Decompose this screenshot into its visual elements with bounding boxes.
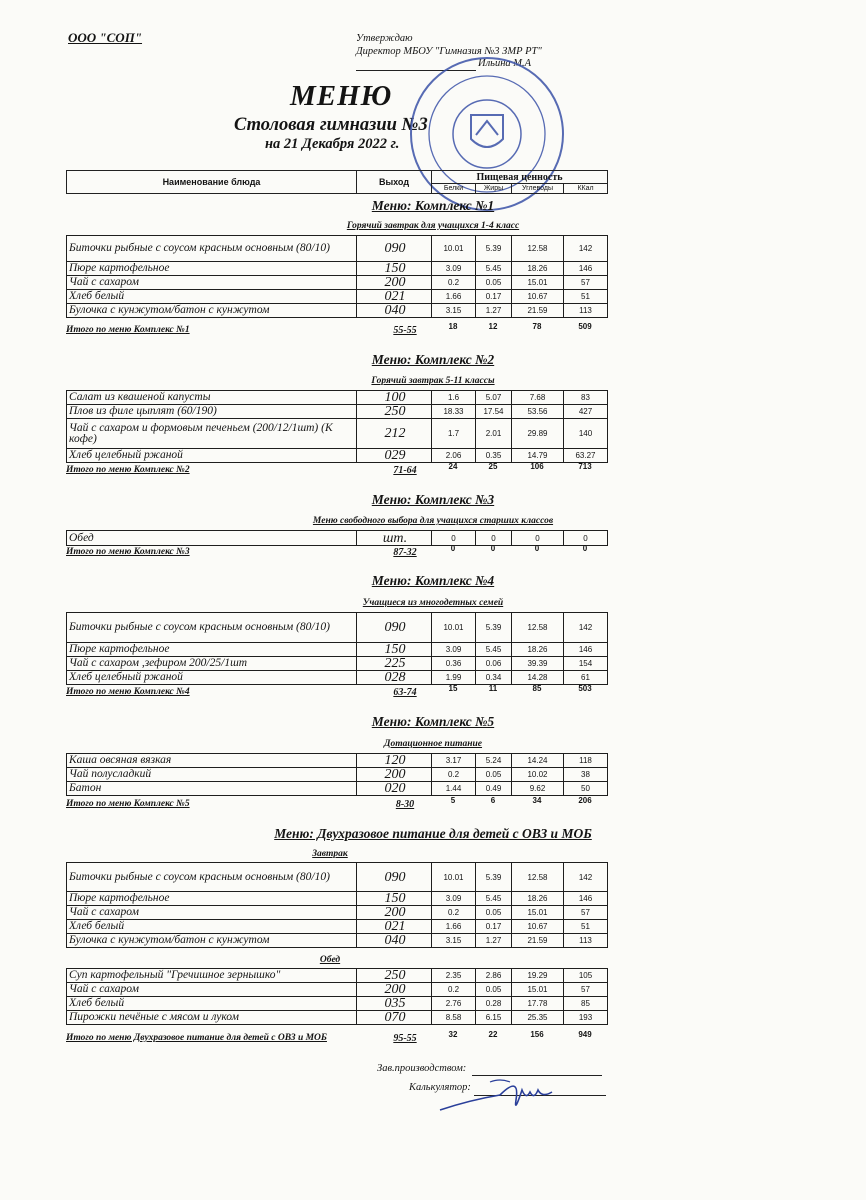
proteins-value: 1.7 xyxy=(432,419,476,449)
total-u-value: 34 xyxy=(532,796,542,805)
dish-name: Салат из квашеной капусты xyxy=(67,391,357,405)
dish-output: 200 xyxy=(357,983,432,997)
kcal-value: 57 xyxy=(564,906,608,920)
kcal-value: 146 xyxy=(564,643,608,657)
column-nutrition: Пищевая ценность xyxy=(432,171,608,184)
page-subtitle: Столовая гимназии №3 xyxy=(234,115,428,135)
total-k-value: 509 xyxy=(578,322,592,331)
kcal-value: 113 xyxy=(564,934,608,948)
dish-name: Чай полусладкий xyxy=(67,768,357,782)
carbs-value: 25.35 xyxy=(512,1011,564,1025)
kcal-value: 427 xyxy=(564,405,608,419)
kcal-value: 51 xyxy=(564,290,608,304)
section-total xyxy=(66,322,607,338)
calculator-label: Калькулятор: xyxy=(409,1082,471,1093)
fats-value: 0.49 xyxy=(476,782,512,796)
total-label: Итого по меню Комплекс №3 xyxy=(66,547,190,557)
approval-line-1: Утверждаю xyxy=(356,33,413,44)
menu-table xyxy=(66,753,608,796)
total-output: 8-30 xyxy=(395,799,415,810)
carbs-value: 10.67 xyxy=(512,920,564,934)
section-subtitle: Учащиеся из многодетных семей xyxy=(362,598,504,608)
fats-value: 0.17 xyxy=(476,290,512,304)
dish-name: Булочка с кунжутом/батон с кунжутом xyxy=(67,934,357,948)
dish-output: 200 xyxy=(357,906,432,920)
dvz-section-title: Меню: Двухразовое питание для детей с ОВЗ и МОБ xyxy=(274,826,592,841)
total-b-value: 5 xyxy=(450,796,456,805)
carbs-value: 17.78 xyxy=(512,997,564,1011)
total-label: Итого по меню Комплекс №2 xyxy=(66,465,190,475)
carbs-value: 12.58 xyxy=(512,863,564,892)
carbs-value: 15.01 xyxy=(512,983,564,997)
dish-output: 150 xyxy=(357,892,432,906)
proteins-value: 3.09 xyxy=(432,262,476,276)
column-dish-name: Наименование блюда xyxy=(67,171,357,194)
total-u-value: 0 xyxy=(534,544,540,553)
fats-value: 0.06 xyxy=(476,657,512,671)
proteins-value: 0.36 xyxy=(432,657,476,671)
total-label: Итого по меню Комплекс №5 xyxy=(66,799,190,809)
table-row xyxy=(67,276,608,290)
dish-output: 020 xyxy=(357,782,432,796)
kcal-value: 142 xyxy=(564,863,608,892)
proteins-value: 0.2 xyxy=(432,768,476,782)
dish-name: Хлеб белый xyxy=(67,920,357,934)
total-label: Итого по меню Двухразовое питание для детей с ОВЗ и МОБ xyxy=(66,1033,327,1043)
dish-name: Суп картофельный "Гречишное зернышко" xyxy=(67,969,357,983)
dish-output: 120 xyxy=(357,754,432,768)
table-row xyxy=(67,969,608,983)
kcal-value: 105 xyxy=(564,969,608,983)
total-k-value: 503 xyxy=(578,684,592,693)
total-output: 55-55 xyxy=(393,325,417,336)
dish-name: Чай с сахаром xyxy=(67,983,357,997)
total-output: 95-55 xyxy=(393,1033,417,1044)
dish-output: 150 xyxy=(357,262,432,276)
dish-name: Пюре картофельное xyxy=(67,643,357,657)
column-fats: Жиры xyxy=(476,184,512,194)
total-label: Итого по меню Комплекс №4 xyxy=(66,687,190,697)
carbs-value: 18.26 xyxy=(512,262,564,276)
proteins-value: 8.58 xyxy=(432,1011,476,1025)
menu-header-table xyxy=(66,170,608,194)
table-row xyxy=(67,1011,608,1025)
table-row xyxy=(67,643,608,657)
calculator-signature xyxy=(430,1070,570,1120)
dish-name: Хлеб белый xyxy=(67,290,357,304)
fats-value: 2.86 xyxy=(476,969,512,983)
table-row xyxy=(67,671,608,685)
carbs-value: 19.29 xyxy=(512,969,564,983)
dish-name: Батон xyxy=(67,782,357,796)
production-manager-label: Зав.производством: xyxy=(377,1063,467,1074)
fats-value: 5.39 xyxy=(476,236,512,262)
table-row xyxy=(67,405,608,419)
proteins-value: 3.15 xyxy=(432,934,476,948)
fats-value: 5.45 xyxy=(476,262,512,276)
total-zh-value: 11 xyxy=(488,684,498,693)
fats-value: 1.27 xyxy=(476,304,512,318)
fats-value: 5.24 xyxy=(476,754,512,768)
total-zh-value: 22 xyxy=(488,1030,498,1039)
carbs-value: 15.01 xyxy=(512,276,564,290)
proteins-value: 2.76 xyxy=(432,997,476,1011)
carbs-value: 14.24 xyxy=(512,754,564,768)
fats-value: 0.28 xyxy=(476,997,512,1011)
section-title: Меню: Комплекс №3 xyxy=(371,492,495,507)
dish-name: Биточки рыбные с соусом красным основным (80/10) xyxy=(67,613,357,643)
breakfast-subtitle: Завтрак xyxy=(312,849,348,859)
fats-value: 0.05 xyxy=(476,768,512,782)
kcal-value: 142 xyxy=(564,236,608,262)
column-output: Выход xyxy=(357,171,432,194)
dish-output: 021 xyxy=(357,290,432,304)
total-u-value: 78 xyxy=(532,322,542,331)
dish-output: 090 xyxy=(357,236,432,262)
total-k-value: 0 xyxy=(582,544,588,553)
fats-value: 2.01 xyxy=(476,419,512,449)
total-zh-value: 12 xyxy=(488,322,498,331)
proteins-value: 1.66 xyxy=(432,290,476,304)
proteins-value: 10.01 xyxy=(432,613,476,643)
carbs-value: 21.59 xyxy=(512,304,564,318)
proteins-value: 0.2 xyxy=(432,983,476,997)
table-row xyxy=(67,782,608,796)
proteins-value: 1.6 xyxy=(432,391,476,405)
dish-output: 035 xyxy=(357,997,432,1011)
fats-value: 17.54 xyxy=(476,405,512,419)
kcal-value: 154 xyxy=(564,657,608,671)
kcal-value: 146 xyxy=(564,892,608,906)
carbs-value: 0 xyxy=(512,531,564,546)
dish-output: 150 xyxy=(357,643,432,657)
proteins-value: 0.2 xyxy=(432,276,476,290)
dish-name: Биточки рыбные с соусом красным основным (80/10) xyxy=(67,236,357,262)
total-output: 87-32 xyxy=(393,547,417,558)
carbs-value: 14.28 xyxy=(512,671,564,685)
proteins-value: 10.01 xyxy=(432,863,476,892)
proteins-value: 3.15 xyxy=(432,304,476,318)
dish-name: Пюре картофельное xyxy=(67,892,357,906)
section-total xyxy=(66,544,607,560)
dish-output: 200 xyxy=(357,276,432,290)
menu-date: на 21 Декабря 2022 г. xyxy=(265,136,400,152)
dish-output: 090 xyxy=(357,613,432,643)
kcal-value: 113 xyxy=(564,304,608,318)
column-kcal: ККал xyxy=(564,184,608,194)
fats-value: 0.05 xyxy=(476,276,512,290)
total-b-value: 15 xyxy=(448,684,458,693)
dish-output: 090 xyxy=(357,863,432,892)
carbs-value: 14.79 xyxy=(512,449,564,463)
fats-value: 5.45 xyxy=(476,643,512,657)
table-row xyxy=(67,613,608,643)
total-output: 63-74 xyxy=(393,687,417,698)
total-zh-value: 25 xyxy=(488,462,498,471)
proteins-value: 18.33 xyxy=(432,405,476,419)
table-row xyxy=(67,983,608,997)
proteins-value: 3.09 xyxy=(432,892,476,906)
fats-value: 0.17 xyxy=(476,920,512,934)
kcal-value: 63.27 xyxy=(564,449,608,463)
dish-name: Обед xyxy=(67,531,357,546)
dish-output: 250 xyxy=(357,405,432,419)
section-title: Меню: Комплекс №1 xyxy=(371,198,495,213)
kcal-value: 51 xyxy=(564,920,608,934)
dvz-total xyxy=(66,1030,607,1046)
fats-value: 5.07 xyxy=(476,391,512,405)
kcal-value: 140 xyxy=(564,419,608,449)
table-row xyxy=(67,391,608,405)
table-row xyxy=(67,262,608,276)
dish-name: Каша овсяная вязкая xyxy=(67,754,357,768)
dish-output: шт. xyxy=(357,531,432,546)
carbs-value: 18.26 xyxy=(512,643,564,657)
organization-name: ООО "СОП" xyxy=(68,30,143,45)
menu-table xyxy=(66,612,608,685)
total-k-value: 713 xyxy=(578,462,592,471)
dish-name: Булочка с кунжутом/батон с кунжутом xyxy=(67,304,357,318)
section-subtitle: Дотационное питание xyxy=(383,739,483,749)
carbs-value: 18.26 xyxy=(512,892,564,906)
fats-value: 0.34 xyxy=(476,671,512,685)
total-u-value: 85 xyxy=(532,684,542,693)
dish-output: 225 xyxy=(357,657,432,671)
total-zh-value: 6 xyxy=(490,796,496,805)
section-title: Меню: Комплекс №4 xyxy=(371,573,495,588)
proteins-value: 0.2 xyxy=(432,906,476,920)
fats-value: 0.35 xyxy=(476,449,512,463)
carbs-value: 12.58 xyxy=(512,613,564,643)
approval-line-2: Директор МБОУ "Гимназия №3 ЗМР РТ" xyxy=(356,45,542,57)
fats-value: 5.45 xyxy=(476,892,512,906)
dish-name: Чай с сахаром xyxy=(67,906,357,920)
total-label: Итого по меню Комплекс №1 xyxy=(66,325,190,335)
dish-output: 021 xyxy=(357,920,432,934)
dish-output: 200 xyxy=(357,768,432,782)
table-row xyxy=(67,863,608,892)
table-row xyxy=(67,997,608,1011)
total-b-value: 18 xyxy=(448,322,458,331)
dish-output: 028 xyxy=(357,671,432,685)
total-k-value: 206 xyxy=(578,796,592,805)
dish-output: 250 xyxy=(357,969,432,983)
kcal-value: 85 xyxy=(564,997,608,1011)
total-b-value: 32 xyxy=(448,1030,458,1039)
kcal-value: 38 xyxy=(564,768,608,782)
signer-name: Ильина М.А xyxy=(478,58,532,69)
kcal-value: 50 xyxy=(564,782,608,796)
table-row xyxy=(67,419,608,449)
carbs-value: 10.02 xyxy=(512,768,564,782)
total-b-value: 24 xyxy=(448,462,458,471)
table-row xyxy=(67,236,608,262)
proteins-value: 1.99 xyxy=(432,671,476,685)
table-row xyxy=(67,449,608,463)
proteins-value: 1.44 xyxy=(432,782,476,796)
dish-name: Пюре картофельное xyxy=(67,262,357,276)
table-row xyxy=(67,934,608,948)
kcal-value: 0 xyxy=(564,531,608,546)
section-title: Меню: Комплекс №2 xyxy=(371,352,495,367)
dish-name: Чай с сахаром xyxy=(67,276,357,290)
fats-value: 1.27 xyxy=(476,934,512,948)
table-row xyxy=(67,906,608,920)
dish-name: Хлеб белый xyxy=(67,997,357,1011)
column-proteins: Белки xyxy=(432,184,476,194)
proteins-value: 1.66 xyxy=(432,920,476,934)
kcal-value: 142 xyxy=(564,613,608,643)
dish-name: Хлеб целебный ржаной xyxy=(67,449,357,463)
dish-name: Чай с сахаром ,зефиром 200/25/1шт xyxy=(67,657,357,671)
proteins-value: 10.01 xyxy=(432,236,476,262)
dish-name: Хлеб целебный ржаной xyxy=(67,671,357,685)
section-total xyxy=(66,462,607,478)
fats-value: 5.39 xyxy=(476,863,512,892)
section-total xyxy=(66,796,607,812)
dish-name: Чай с сахаром и формовым печеньем (200/12/1шт) (К кофе) xyxy=(67,419,357,449)
carbs-value: 53.56 xyxy=(512,405,564,419)
kcal-value: 57 xyxy=(564,983,608,997)
kcal-value: 146 xyxy=(564,262,608,276)
table-row xyxy=(67,290,608,304)
dish-name: Биточки рыбные с соусом красным основным (80/10) xyxy=(67,863,357,892)
carbs-value: 9.62 xyxy=(512,782,564,796)
dish-output: 100 xyxy=(357,391,432,405)
page-title: МЕНЮ xyxy=(290,80,393,112)
table-row xyxy=(67,754,608,768)
dish-output: 040 xyxy=(357,304,432,318)
total-b-value: 0 xyxy=(450,544,456,553)
section-subtitle: Меню свободного выбора для учащихся старших классов xyxy=(312,516,554,526)
section-subtitle: Горячий завтрак 5-11 классы xyxy=(371,376,495,386)
carbs-value: 10.67 xyxy=(512,290,564,304)
proteins-value: 0 xyxy=(432,531,476,546)
proteins-value: 3.17 xyxy=(432,754,476,768)
table-row xyxy=(67,657,608,671)
fats-value: 0.05 xyxy=(476,906,512,920)
proteins-value: 2.06 xyxy=(432,449,476,463)
table-row xyxy=(67,768,608,782)
carbs-value: 12.58 xyxy=(512,236,564,262)
dish-output: 212 xyxy=(357,419,432,449)
kcal-value: 83 xyxy=(564,391,608,405)
carbs-value: 7.68 xyxy=(512,391,564,405)
breakfast-table xyxy=(66,862,608,948)
column-carbs: Углеводы xyxy=(512,184,564,194)
kcal-value: 193 xyxy=(564,1011,608,1025)
table-row xyxy=(67,304,608,318)
menu-table xyxy=(66,235,608,318)
proteins-value: 2.35 xyxy=(432,969,476,983)
proteins-value: 3.09 xyxy=(432,643,476,657)
kcal-value: 61 xyxy=(564,671,608,685)
dish-output: 029 xyxy=(357,449,432,463)
fats-value: 6.15 xyxy=(476,1011,512,1025)
section-title: Меню: Комплекс №5 xyxy=(371,714,495,729)
carbs-value: 39.39 xyxy=(512,657,564,671)
carbs-value: 21.59 xyxy=(512,934,564,948)
total-u-value: 156 xyxy=(530,1030,544,1039)
fats-value: 0 xyxy=(476,531,512,546)
lunch-subtitle: Обед xyxy=(319,955,341,965)
fats-value: 0.05 xyxy=(476,983,512,997)
total-u-value: 106 xyxy=(530,462,544,471)
table-row xyxy=(67,920,608,934)
dish-name: Плов из филе цыплят (60/190) xyxy=(67,405,357,419)
lunch-table xyxy=(66,968,608,1025)
kcal-value: 118 xyxy=(564,754,608,768)
dish-name: Пирожки печёные с мясом и луком xyxy=(67,1011,357,1025)
kcal-value: 57 xyxy=(564,276,608,290)
total-k-value: 949 xyxy=(578,1030,592,1039)
dish-output: 040 xyxy=(357,934,432,948)
total-output: 71-64 xyxy=(393,465,417,476)
section-total xyxy=(66,684,607,700)
section-subtitle: Горячий завтрак для учащихся 1-4 класс xyxy=(346,221,520,231)
total-zh-value: 0 xyxy=(490,544,496,553)
carbs-value: 15.01 xyxy=(512,906,564,920)
carbs-value: 29.89 xyxy=(512,419,564,449)
menu-table xyxy=(66,390,608,463)
fats-value: 5.39 xyxy=(476,613,512,643)
table-row xyxy=(67,892,608,906)
dish-output: 070 xyxy=(357,1011,432,1025)
